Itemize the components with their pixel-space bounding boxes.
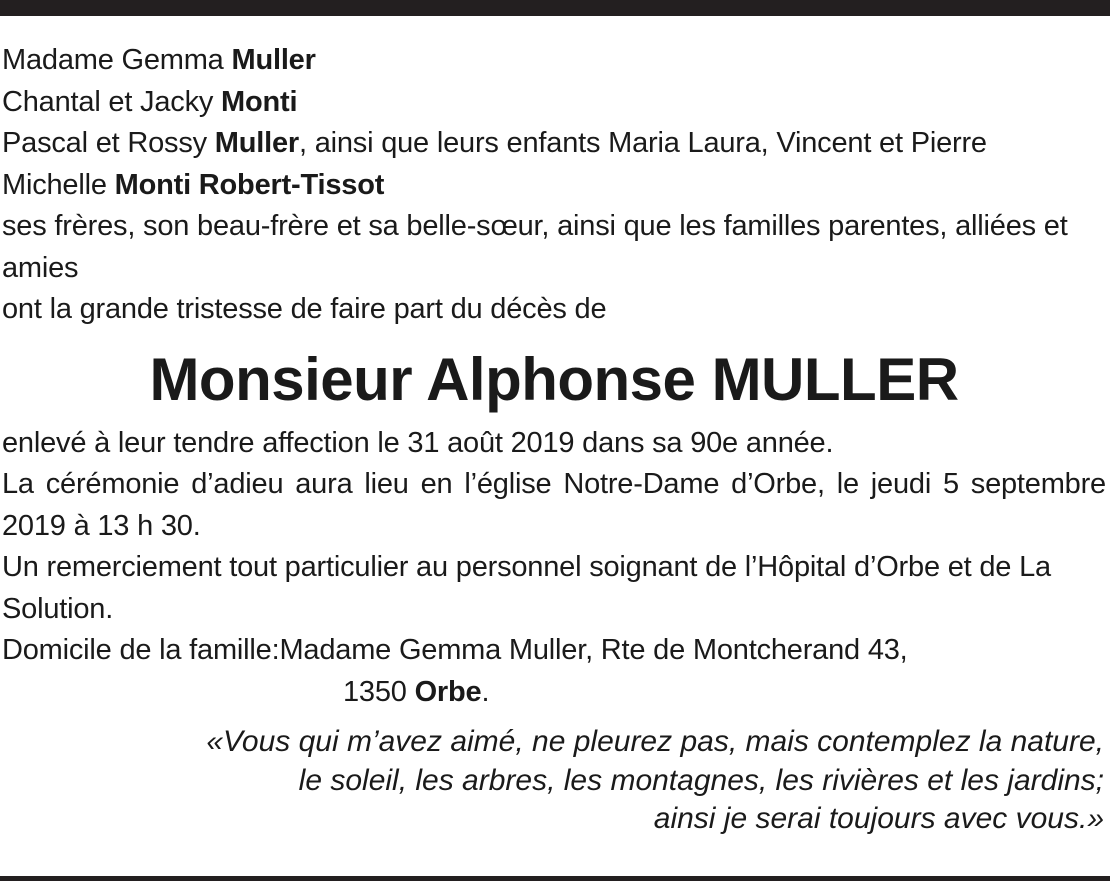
death-details: enlevé à leur tendre affection le 31 août 2019 dans sa 90e année. — [2, 426, 834, 459]
announcer-line — [2, 165, 1106, 207]
quote-line: le soleil, les arbres, les montagnes, les rivières et les jardins; — [298, 763, 1104, 797]
announcer-surname: Muller — [214, 127, 299, 159]
announcer-line — [2, 82, 1106, 124]
quote-line: «Vous qui m’avez aimé, ne pleurez pas, mais contemplez la nature, — [206, 725, 1104, 758]
address-end: . — [481, 675, 490, 708]
deceased-name: Monsieur Alphonse MULLER — [149, 345, 959, 413]
address-postcode: 1350 — [343, 675, 415, 708]
announcer-line — [2, 40, 1106, 82]
announcement-line: ont la grande tristesse de faire part du décès de — [2, 293, 607, 325]
address-label: Domicile de la famille: — [2, 634, 280, 666]
announcer-surname: Monti Robert-Tissot — [114, 168, 385, 201]
announcer-text: Chantal et Jacky — [2, 85, 222, 118]
top-border-rule — [0, 0, 1110, 16]
announcer-surname: Monti — [221, 85, 298, 118]
family-line: ses frères, son beau-frère et sa belle-sœur, ainsi que les familles parentes, alliées et amies — [2, 210, 1068, 284]
closing-quote — [2, 723, 1106, 839]
address-value: Madame Gemma Muller, Rte de Montcherand 43, — [279, 634, 908, 666]
announcer-text: , ainsi que leurs enfants Maria Laura, Vincent et Pierre — [298, 127, 987, 159]
bottom-border-rule — [0, 876, 1110, 881]
family-address — [2, 630, 1106, 672]
announcer-text: Pascal et Rossy — [2, 127, 215, 159]
thanks-text: Un remerciement tout particulier au personnel soignant de l’Hôpital d’Orbe et de La Solution. — [2, 551, 1051, 625]
announcer-text: Michelle — [2, 168, 115, 201]
announcer-text: Madame Gemma — [2, 44, 232, 76]
address-city-line — [2, 672, 1106, 714]
quote-line: ainsi je serai toujours avec vous.» — [653, 802, 1104, 835]
address-city: Orbe — [414, 675, 482, 708]
announcer-line — [2, 123, 1106, 165]
ceremony-details: La cérémonie d’adieu aura lieu en l’église Notre-Dame d’Orbe, le jeudi 5 septembre 2019 à 13 h 30. — [2, 468, 1106, 542]
obituary-notice — [2, 40, 1106, 839]
announcer-surname: Muller — [231, 44, 316, 76]
